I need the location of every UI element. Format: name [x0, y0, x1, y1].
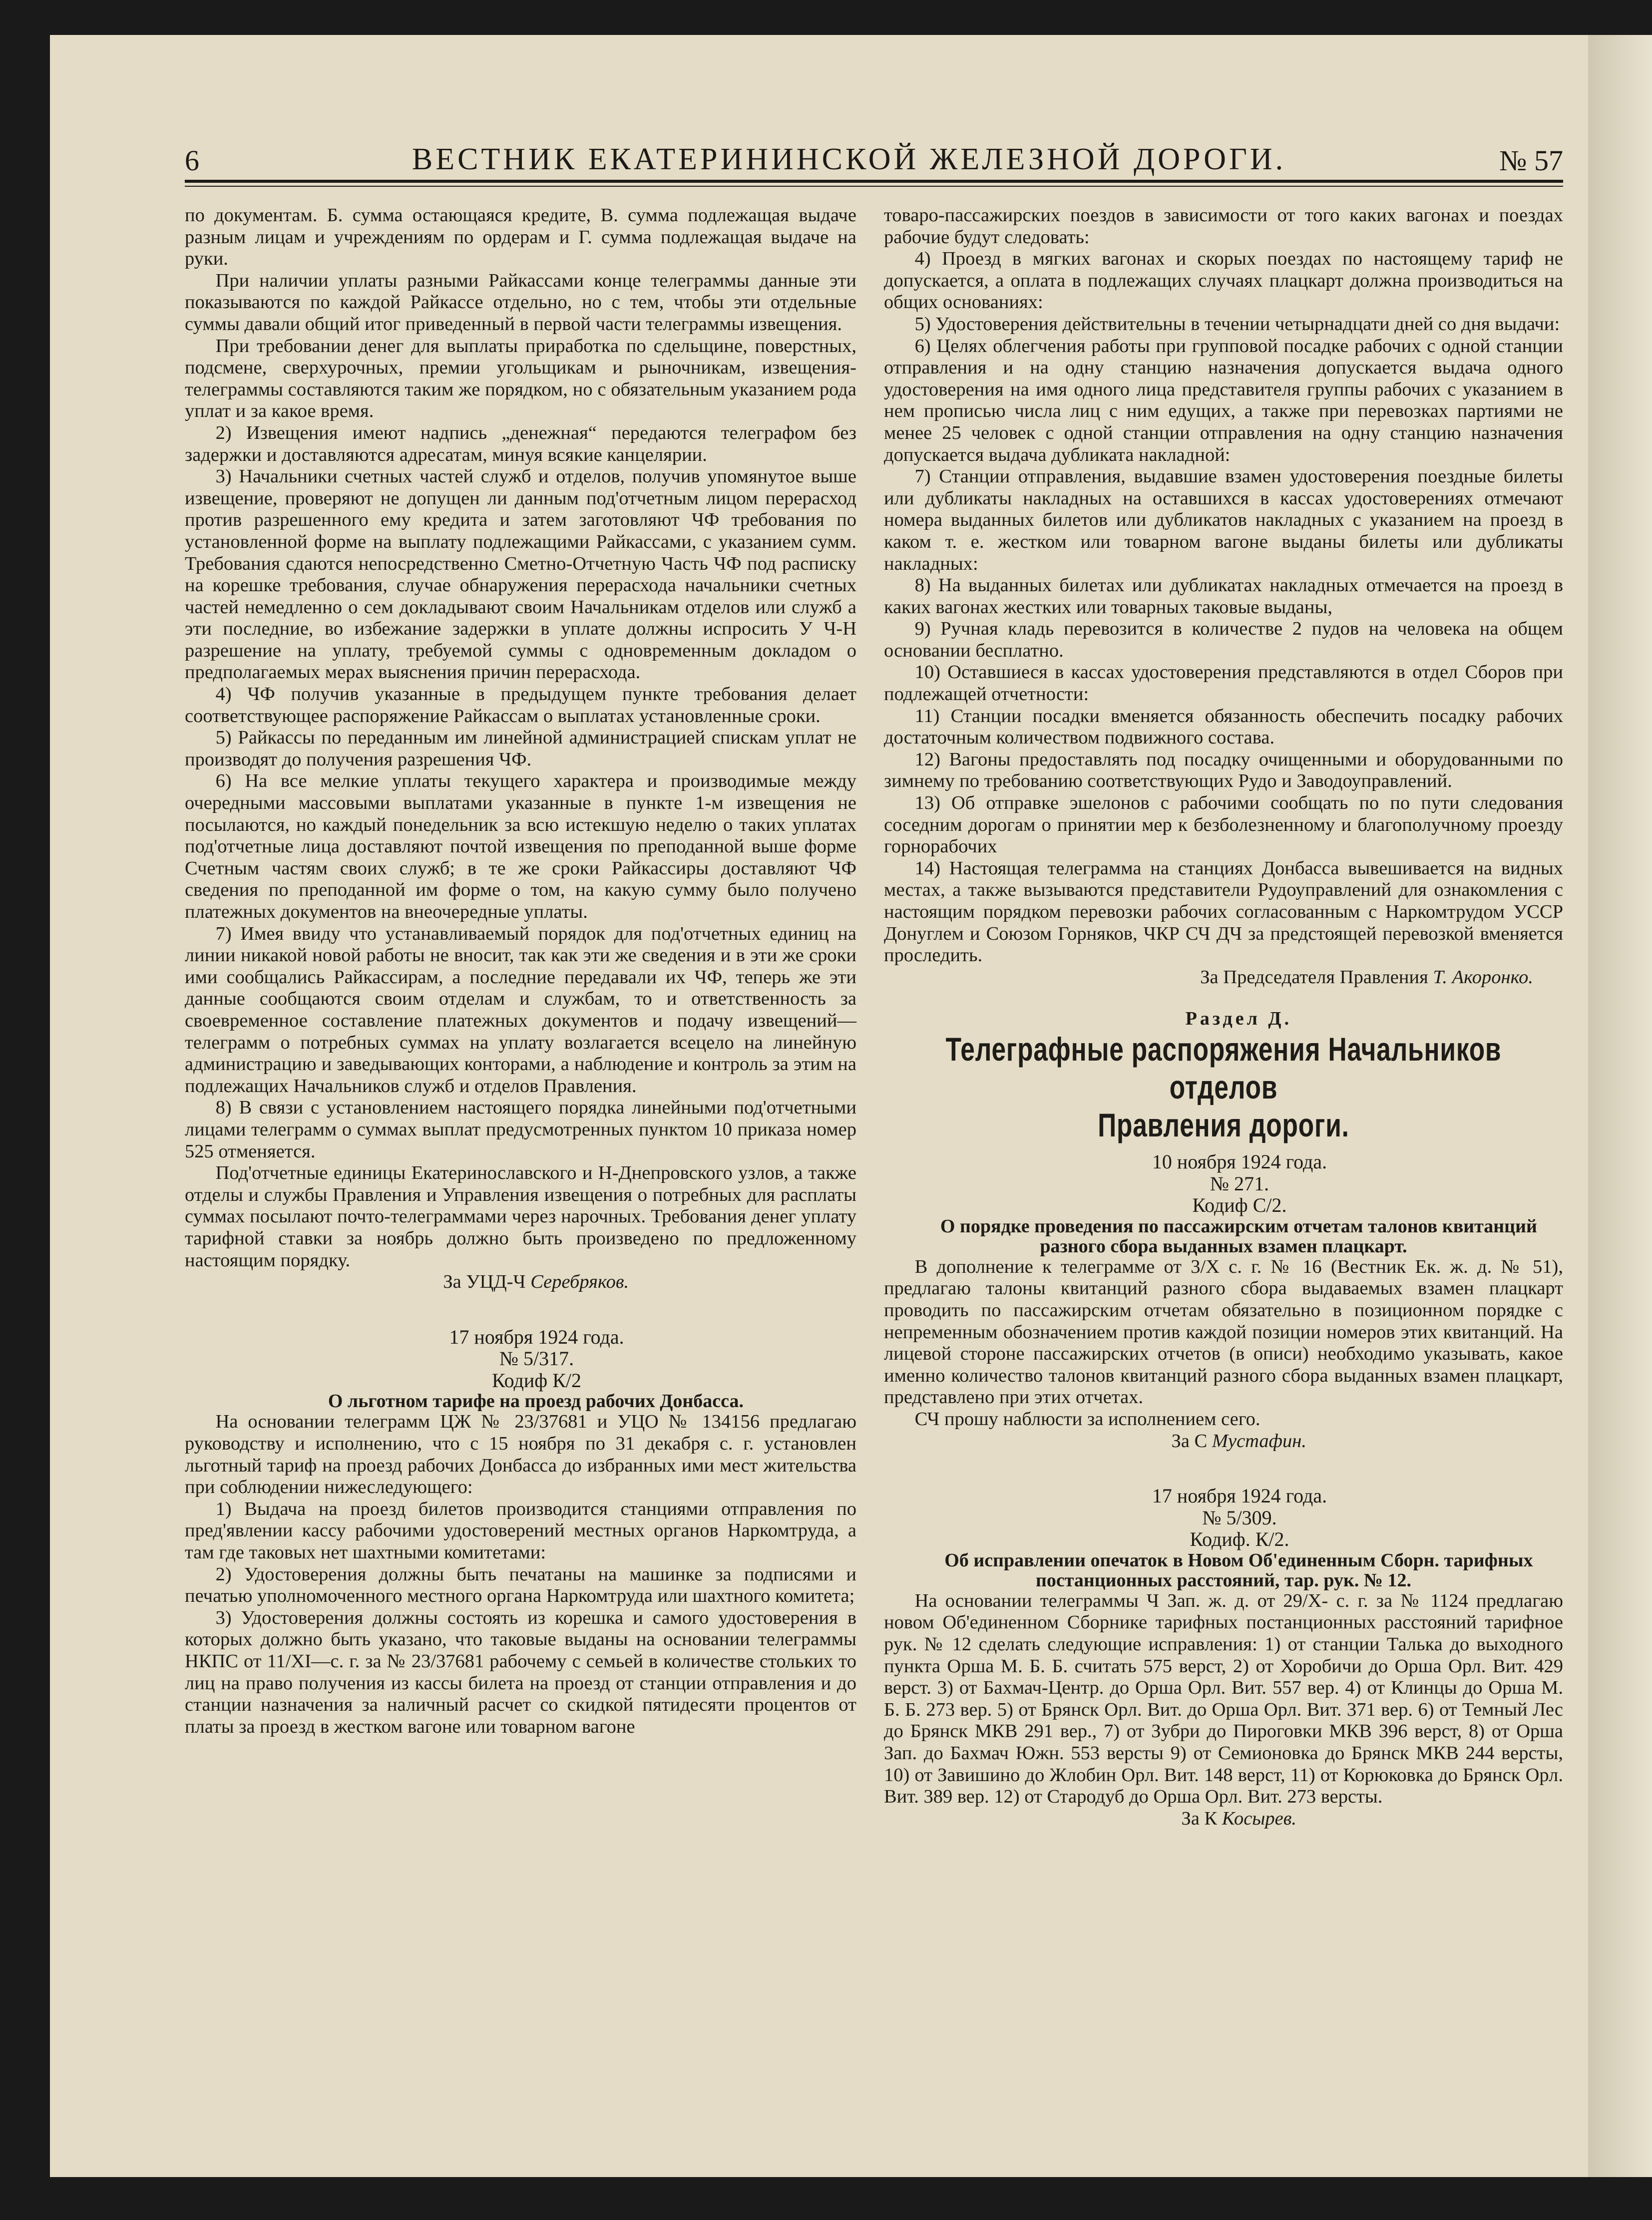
paragraph: 5) Райкассы по переданным им линейной администрацией спискам уплат не производят до получения разрешения ЧФ. [185, 727, 856, 770]
paragraph: 4) ЧФ получив указанные в предыдущем пункте требования делает соответствующее распоряжение Райкассам о выплатах установленные сроки. [185, 684, 856, 727]
paragraph: 5) Удостоверения действительны в течении четырнадцати дней со дня выдачи: [914, 313, 1560, 335]
paragraph: 7) Имея ввиду что устанавливаемый порядок для под'отчетных единиц на линии никакой новой работы не вносит, так как эти же сведения и в эти же сроки ими сообщались Райкассирам, а последние передавали их ЧФ, теперь же эти данные сообщаются своим отделам и службам, то и ответственность за своевременное составление платежных документов и подачу извещений—телеграмм о потребных суммах на уплату возлагается всецело на линейную администрацию и заведывающих конторами, а наблюдение и контроль за этим на подлежащих Начальников служб и отделов Правления. [185, 923, 856, 1097]
signature [884, 967, 1563, 989]
order-title: О льготном тарифе на проезд рабочих Донбасса. [328, 1391, 744, 1412]
left-column [185, 205, 856, 1738]
signature [185, 1271, 856, 1293]
paragraph: На основании телеграмм ЦЖ № 23/37681 и УЦО № 134156 предлагаю руководству и исполнению, что с 15 ноября по 31 декабря с. г. установлен льготный тариф на проезд рабочих Донбасса до избранных ими мест жительства при соблюдении нижеследующего: [185, 1411, 856, 1498]
paragraph: 1) Выдача на проезд билетов производится станциями отправления по пред'явлении кассу рабочими удостоверений местных органов Наркомтруда, а там где таковых нет шахтными комитетами: [185, 1498, 856, 1563]
section-title-line: Правления дороги. [1098, 1106, 1349, 1143]
order-title: Об исправлении опечаток в Новом Об'единенным Сборн. тарифных постанционных расстояний, тар. рук. № 12. [944, 1549, 1533, 1591]
paragraph: В дополнение к телеграмме от 3/X с. г. № 16 (Вестник Ек. ж. д. № 51), предлагаю талоны квитанций разного сбора выдаваемых взамен плацкарт проводить по пассажирским отчетам обязательно в позиционном порядке с непременным обозначением против каждой позиции номеров этих квитанций. На лицевой стороне пассажирских отчетов (в описи) необходимо указывать, какое именно количество талонов квитанций разного сбора выданных взамен плацкарт, представлено при этих отчетах. [884, 1256, 1563, 1408]
signature-name: Мустафин. [1212, 1430, 1306, 1452]
order-date: 17 ноября 1924 года. [449, 1325, 624, 1348]
order-code: Кодиф К/2 [491, 1369, 581, 1392]
page-number: 6 [185, 144, 199, 177]
paragraph: 4) Проезд в мягких вагонах и скорых поездах по настоящему тариф не допускается, а оплата в подлежащих случаях плацкарт должна производиться на общих основаниях: [884, 248, 1563, 313]
paragraph: 10) Оставшиеся в кассах удостоверения представляются в отдел Сборов при подлежащей отчетности: [884, 662, 1563, 705]
paragraph: СЧ прошу наблюсти за исполнением сего. [914, 1408, 1260, 1430]
order-date: 17 ноября 1924 года. [1152, 1484, 1327, 1507]
signature [884, 1808, 1563, 1830]
paragraph: 6) На все мелкие уплаты текущего характера и производимые между очередными массовыми выплатами указанные в пункте 1-м извещения не посылаются, но каждый понедельник за всю истекшую неделю о таких уплатах под'отчетные лица доставляют почтой извещения по преподанной выше форме Счетным частям своих служб; в те же сроки Райкассиры доставляют ЧФ сведения по преподанной им форме о том, на какую сумму было получено платежных документов на внеочередные уплаты. [185, 770, 856, 922]
paragraph: При наличии уплаты разными Райкассами конце телеграммы данные эти показываются по каждой Райкассе отдельно, но с тем, чтобы эти отдельные суммы давали общий итог приведенный в первой части телеграммы извещения. [185, 270, 856, 335]
page-header [185, 142, 1563, 177]
paragraph: по документам. Б. сумма остающаяся кредите, В. сумма подлежащая выдаче разным лицам и учреждениям по ордерам и Г. сумма подлежащая выдаче на руки. [185, 205, 856, 270]
signature-prefix: За С [1171, 1430, 1208, 1452]
paragraph: товаро-пассажирских поездов в зависимости от того каких вагонах и поездах рабочие будут следовать: [884, 205, 1563, 248]
order-number: № 5/309. [1202, 1506, 1277, 1529]
order-code: Кодиф. К/2. [1190, 1528, 1289, 1551]
order-date: 10 ноября 1924 года. [1152, 1150, 1327, 1173]
signature-name: Серебряков. [530, 1271, 629, 1293]
paragraph: 11) Станции посадки вменяется обязанность обеспечить посадку рабочих достаточным количеством подвижного состава. [884, 705, 1563, 748]
section-title [888, 1030, 1559, 1144]
paragraph: 7) Станции отправления, выдавшие взамен удостоверения поездные билеты или дубликаты накладных на оставшихся в кассах удостоверениях отмечают номера выданных билетов или дубликатов накладных с указанием на проезд в каком т. е. жестком или товарном вагоне выданы билеты или дубликаты накладных: [884, 466, 1563, 574]
header-rule-thin [185, 186, 1563, 187]
order-number: № 271. [1210, 1172, 1269, 1195]
signature-name: Косырев. [1222, 1808, 1297, 1829]
paragraph: Под'отчетные единицы Екатеринославского и Н-Днепровского узлов, а также отделы и службы Правления и Управления извещения о потребных для расплаты суммах посылают почто-телеграммами через нарочных. Требования денег уплату тарифной ставки за ноябрь должно быть произведено по предложенному настоящим порядку. [185, 1162, 856, 1271]
paragraph: 13) Об отправке эшелонов с рабочими сообщать по по пути следования соседним дорогам о принятии мер к безболезненному и благополучному проезду горнорабочих [884, 792, 1563, 857]
paragraph: 2) Извещения имеют надпись „денежная“ передаются телеграфом без задержки и доставляются адресатам, минуя всякие канцелярии. [185, 422, 856, 465]
paragraph: 3) Удостоверения должны состоять из корешка и самого удостоверения в которых должно быть указано, что таковые выданы на основании телеграммы НКПС от 11/XI—с. г. за № 23/37681 рабочему с семьей в количестве стольких то лиц на право получения из кассы билета на проезд от станции отправления и до станции назначения за наличный расчет со скидкой пятидесяти процентов от платы за проезд в жестком вагоне или товарном вагоне [185, 1607, 856, 1737]
signature-prefix: За УЦД-Ч [443, 1271, 526, 1293]
adjacent-page-edge [1588, 35, 1652, 2177]
order-code: Кодиф С/2. [1192, 1194, 1287, 1217]
paragraph: 8) На выданных билетах или дубликатах накладных отмечается на проезд в каких вагонах жестких или товарных таковые выданы, [884, 575, 1563, 618]
paragraph: При требовании денег для выплаты приработка по сдельщине, поверстных, подсмене, сверхурочных, премии угольщикам и рыночникам, извещения-телеграммы составляются таким же порядком, но с обязательным указанием рода уплат и за какое время. [185, 335, 856, 422]
section-title-line: Телеграфные распоряжения Начальников отделов [945, 1030, 1502, 1106]
paragraph: 3) Начальники счетных частей служб и отделов, получив упомянутое выше извещение, проверяют не допущен ли данным под'отчетным лицом перерасход против разрешенного ему кредита и затем заготовляют ЧФ требования по установленной форме на выплату подлежащими Райкассами, с указанием сумм. Требования сдаются непосредственно Сметно-Отчетную Часть ЧФ под расписку на корешке требования, случае обнаружения перерасхода начальники счетных частей немедленно о сем докладывают своим Начальникам отделов или служб а эти последние, во избежание задержки в уплате должны испросить У Ч-Н разрешение на уплату, требуемой суммы с одновременным докладом о предполагаемых мерах выяснения причин перерасхода. [185, 466, 856, 683]
right-column [884, 205, 1563, 1830]
signature-prefix: За К [1181, 1808, 1218, 1829]
paragraph: 8) В связи с установлением настоящего порядка линейными под'отчетными лицами телеграмм о суммах выплат предусмотренных пунктом 10 приказа номер 525 отменяется. [185, 1097, 856, 1162]
paragraph: 9) Ручная кладь перевозится в количестве 2 пудов на человека на общем основании бесплатно. [884, 618, 1563, 661]
order-title: О порядке проведения по пассажирским отчетам талонов квитанций разного сбора выданных взамен плацкарт. [940, 1215, 1537, 1257]
signature [884, 1431, 1563, 1453]
header-rule [185, 180, 1563, 183]
section-label: Раздел Д. [1185, 1008, 1292, 1030]
signature-prefix: За Председателя Правления [1200, 966, 1428, 988]
paragraph: На основании телеграммы Ч Зап. ж. д. от 29/X- с. г. за № 1124 предлагаю новом Об'единенном Сборнике тарифных постанционных расстояний тарифное рук. № 12 сделать следующие исправления: 1) от станции Талька до выходного пункта Орша М. Б. Б. считать 575 верст, 2) от Хоробичи до Орша Орл. Вит. 429 верст. 3) от Бахмач-Центр. до Орша Орл. Вит. 557 вер. 4) от Клинцы до Орша М. Б. Б. 273 вер. 5) от Брянск Орл. Вит. до Орша Орл. Вит. 371 вер. 6) от Темный Лес до Брянск МКВ 291 вер., 7) от Зубри до Пироговки МКВ 396 верст, 8) от Орша Зап. до Бахмач Южн. 553 версты 9) от Семионовка до Брянск МКВ 244 версты, 10) от Завишино до Жлобин Орл. Вит. 148 верст, 11) от Корюковка до Брянск Орл. Вит. 389 вер. 12) от Стародуб до Орша Орл. Вит. 273 версты. [884, 1590, 1563, 1808]
paragraph: 12) Вагоны предоставлять под посадку очищенными и оборудованными по зимнему по требованию соответствующих Рудо и Заводоуправлений. [884, 748, 1563, 792]
order-number: № 5/317. [499, 1347, 574, 1370]
paragraph: 6) Целях облегчения работы при групповой посадке рабочих с одной станции отправления и на одну станцию назначения допускается выдача одного удостоверения на имя одного лица представителя группы рабочих с указанием в нем прописью числа лиц с ним едущих, а также при перевозках партиями не менее 25 человек с одной станции отправления на одну станцию назначения допускается выдача дубликата накладной: [884, 335, 1563, 465]
paragraph: 2) Удостоверения должны быть печатаны на машинке за подписями и печатью уполномоченного местного органа Наркомтруда или шахтного комитета; [185, 1563, 856, 1607]
publication-title: ВЕСТНИК ЕКАТЕРИНИНСКОЙ ЖЕЛЕЗНОЙ ДОРОГИ. [412, 142, 1286, 176]
paragraph: 14) Настоящая телеграмма на станциях Донбасса вывешивается на видных местах, а также вызываются представители Рудоуправлений для ознакомления с настоящим порядком перевозки рабочих согласованным с Наркомтрудом УССР Донуглем и Союзом Горняков, ЧКР СЧ ДЧ за предстоящей перевозкой вменяется проследить. [884, 857, 1563, 966]
issue-number: № 57 [1499, 144, 1563, 177]
signature-name: Т. Акоронко. [1433, 966, 1533, 988]
